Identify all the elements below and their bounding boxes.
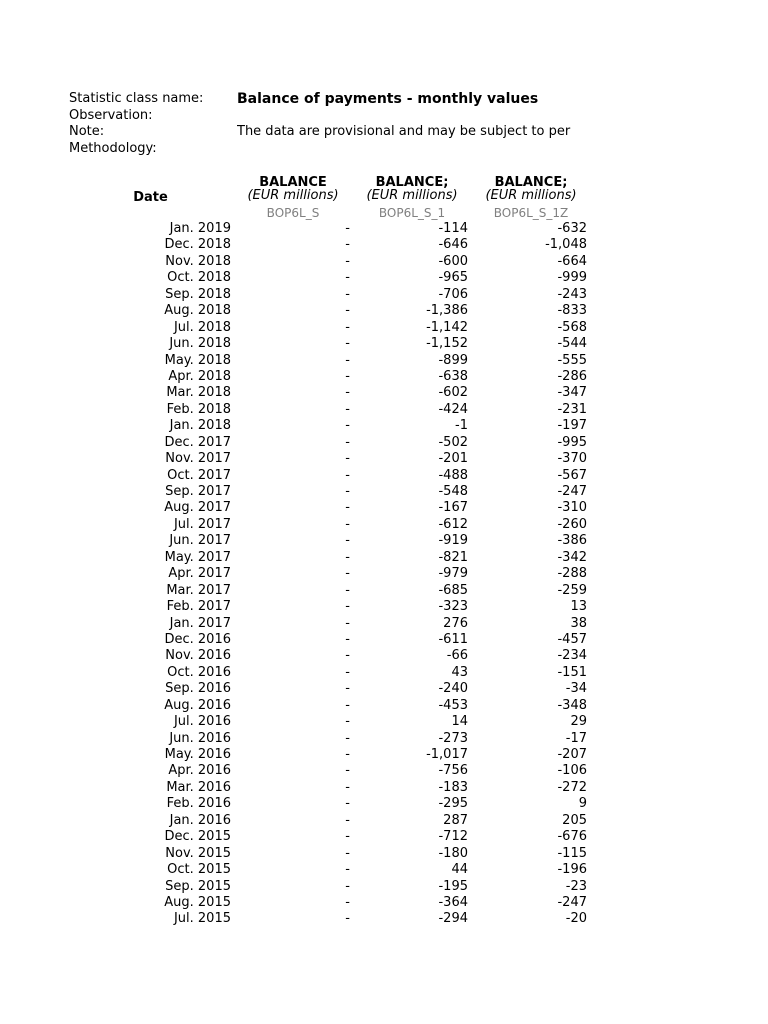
bop6l-s-cell: - <box>345 599 350 615</box>
bop6l-s-1-cell: -612 <box>438 516 468 532</box>
bop6l-s-cell: - <box>345 829 350 845</box>
bop6l-s-1z-cell: -555 <box>557 352 587 368</box>
table-row <box>0 648 768 664</box>
bop6l-s-1z-cell: -260 <box>557 516 587 532</box>
table-row <box>0 484 768 500</box>
date-cell: Aug. 2016 <box>164 697 231 713</box>
bop6l-s-cell: - <box>345 747 350 762</box>
bop6l-s-1-cell: -1,142 <box>426 319 468 335</box>
column-code: BOP6L_S_1Z <box>493 206 569 220</box>
bop6l-s-1-cell: 43 <box>451 664 468 680</box>
bop6l-s-cell: - <box>345 648 350 664</box>
date-cell: Dec. 2015 <box>164 829 231 845</box>
bop6l-s-1-cell: -240 <box>438 681 468 697</box>
date-cell: May. 2018 <box>164 352 231 368</box>
bop6l-s-1z-cell: -234 <box>557 648 587 664</box>
date-cell: Mar. 2018 <box>166 385 231 401</box>
bop6l-s-1z-cell: -151 <box>557 664 587 680</box>
bop6l-s-cell: - <box>345 862 350 878</box>
methodology-row <box>69 141 759 158</box>
table-row <box>0 500 768 516</box>
date-cell: Nov. 2018 <box>165 253 231 269</box>
bop6l-s-1z-cell: 205 <box>562 812 587 828</box>
bop6l-s-1z-cell: -676 <box>557 829 587 845</box>
bop6l-s-1-cell: -488 <box>438 467 468 483</box>
bop6l-s-cell: - <box>345 796 350 812</box>
date-cell: Sep. 2015 <box>165 878 231 894</box>
date-cell: Oct. 2016 <box>167 664 231 680</box>
table-row <box>0 533 768 549</box>
column-header-bop6l-s-1z <box>475 176 587 221</box>
bop6l-s-cell: - <box>345 631 350 647</box>
note-value: The data are provisional and may be subject to per <box>237 124 571 139</box>
table-row <box>0 796 768 812</box>
bop6l-s-cell: - <box>345 484 350 499</box>
bop6l-s-1-cell: -1,017 <box>426 747 468 762</box>
bop6l-s-cell: - <box>345 664 350 680</box>
bop6l-s-1-cell: -66 <box>446 648 468 664</box>
bop6l-s-1-cell: -201 <box>438 451 468 467</box>
bop6l-s-1-cell: -706 <box>438 286 468 302</box>
date-cell: Dec. 2017 <box>164 434 231 450</box>
bop6l-s-1-cell: -323 <box>438 599 468 615</box>
date-cell: Oct. 2017 <box>167 467 231 483</box>
column-code: BOP6L_S <box>266 206 320 220</box>
bop6l-s-1z-cell: -370 <box>557 451 587 467</box>
date-cell: Jul. 2016 <box>173 714 231 730</box>
date-cell: Dec. 2016 <box>164 631 231 647</box>
date-cell: Oct. 2015 <box>167 862 231 878</box>
bop6l-s-1-cell: -180 <box>438 845 468 861</box>
observation-label: Observation: <box>69 107 153 123</box>
date-cell: Sep. 2017 <box>165 484 231 499</box>
bop6l-s-cell: - <box>345 911 350 927</box>
column-name: BALANCE; <box>494 175 568 190</box>
date-cell: Aug. 2018 <box>164 303 231 319</box>
table-row <box>0 911 768 927</box>
bop6l-s-1z-cell: 9 <box>578 796 587 812</box>
bop6l-s-1z-cell: -106 <box>557 763 587 779</box>
bop6l-s-cell: - <box>345 500 350 516</box>
bop6l-s-cell: - <box>345 697 350 713</box>
bop6l-s-1z-cell: -34 <box>565 681 587 697</box>
bop6l-s-cell: - <box>345 730 350 746</box>
table-row <box>0 418 768 434</box>
bop6l-s-cell: - <box>345 763 350 779</box>
table-row <box>0 583 768 599</box>
date-cell: Jan. 2016 <box>169 812 231 828</box>
statistic-class-value: Balance of payments - monthly values <box>237 91 539 107</box>
metadata-block <box>69 91 759 157</box>
date-cell: Jan. 2018 <box>169 418 231 434</box>
date-cell: Nov. 2016 <box>165 648 231 664</box>
column-name: BALANCE <box>259 175 327 190</box>
statistic-class-label: Statistic class name: <box>69 91 204 106</box>
date-cell: Oct. 2018 <box>167 270 231 286</box>
table-row <box>0 895 768 911</box>
bop6l-s-1-cell: -712 <box>438 829 468 845</box>
bop6l-s-1-cell: -195 <box>438 878 468 894</box>
table-header <box>0 176 768 220</box>
table-row <box>0 829 768 845</box>
bop6l-s-1-cell: -1,152 <box>426 336 468 352</box>
table-row <box>0 714 768 730</box>
bop6l-s-1-cell: -685 <box>438 582 468 598</box>
column-unit: (EUR millions) <box>485 188 577 203</box>
bop6l-s-1-cell: -453 <box>438 697 468 713</box>
table-row <box>0 451 768 467</box>
table-row <box>0 813 768 829</box>
statistic-class-row <box>69 91 759 108</box>
bop6l-s-cell: - <box>345 237 350 253</box>
bop6l-s-1z-cell: -196 <box>557 862 587 878</box>
bop6l-s-1-cell: 287 <box>443 812 468 828</box>
bop6l-s-cell: - <box>345 845 350 861</box>
bop6l-s-1-cell: 14 <box>451 714 468 730</box>
bop6l-s-1-cell: -273 <box>438 730 468 746</box>
bop6l-s-cell: - <box>345 533 350 549</box>
note-label: Note: <box>69 124 105 139</box>
bop6l-s-cell: - <box>345 336 350 352</box>
bop6l-s-1z-cell: -231 <box>557 401 587 417</box>
column-header-bop6l-s-1 <box>358 176 466 221</box>
date-cell: Feb. 2016 <box>166 796 231 812</box>
date-cell: Jan. 2019 <box>169 221 231 236</box>
bop6l-s-1-cell: -295 <box>438 796 468 812</box>
date-cell: Jun. 2018 <box>169 336 231 352</box>
date-cell: Dec. 2018 <box>164 237 231 253</box>
table-body <box>0 221 768 928</box>
bop6l-s-1z-cell: -544 <box>557 336 587 352</box>
bop6l-s-cell: - <box>345 253 350 269</box>
table-row <box>0 221 768 237</box>
bop6l-s-cell: - <box>345 451 350 467</box>
table-row <box>0 320 768 336</box>
bop6l-s-cell: - <box>345 368 350 384</box>
table-row <box>0 303 768 319</box>
bop6l-s-cell: - <box>345 714 350 730</box>
bop6l-s-1-cell: -294 <box>438 911 468 927</box>
observation-row <box>69 108 759 125</box>
bop6l-s-1z-cell: -568 <box>557 319 587 335</box>
bop6l-s-1z-cell: -247 <box>557 894 587 910</box>
bop6l-s-1z-cell: -386 <box>557 533 587 549</box>
date-cell: Mar. 2016 <box>166 779 231 795</box>
date-cell: Apr. 2018 <box>168 368 231 384</box>
table-row <box>0 237 768 253</box>
table-row <box>0 780 768 796</box>
bop6l-s-1-cell: -646 <box>438 237 468 253</box>
bop6l-s-1z-cell: -259 <box>557 582 587 598</box>
bop6l-s-1z-cell: -286 <box>557 368 587 384</box>
bop6l-s-1z-cell: 13 <box>570 599 587 615</box>
column-unit: (EUR millions) <box>366 188 458 203</box>
bop6l-s-cell: - <box>345 779 350 795</box>
date-cell: Sep. 2016 <box>165 681 231 697</box>
bop6l-s-1z-cell: -310 <box>557 500 587 516</box>
bop6l-s-1-cell: -364 <box>438 894 468 910</box>
bop6l-s-cell: - <box>345 319 350 335</box>
bop6l-s-1-cell: -1,386 <box>426 303 468 319</box>
bop6l-s-cell: - <box>345 401 350 417</box>
bop6l-s-1z-cell: -348 <box>557 697 587 713</box>
bop6l-s-1z-cell: 29 <box>570 714 587 730</box>
table-row <box>0 731 768 747</box>
bop6l-s-1-cell: 276 <box>443 615 468 631</box>
bop6l-s-cell: - <box>345 418 350 434</box>
table-row <box>0 287 768 303</box>
table-row <box>0 698 768 714</box>
bop6l-s-1z-cell: -243 <box>557 286 587 302</box>
bop6l-s-1-cell: -965 <box>438 270 468 286</box>
table-row <box>0 681 768 697</box>
date-cell: May. 2017 <box>164 549 231 565</box>
bop6l-s-1z-cell: -20 <box>565 911 587 927</box>
bop6l-s-1-cell: -502 <box>438 434 468 450</box>
table-row <box>0 517 768 533</box>
table-row <box>0 665 768 681</box>
table-row <box>0 550 768 566</box>
bop6l-s-cell: - <box>345 516 350 532</box>
date-cell: Nov. 2017 <box>165 451 231 467</box>
date-cell: Feb. 2017 <box>166 599 231 615</box>
bop6l-s-1z-cell: -567 <box>557 467 587 483</box>
bop6l-s-1-cell: -638 <box>438 368 468 384</box>
bop6l-s-1z-cell: -347 <box>557 385 587 401</box>
bop6l-s-cell: - <box>345 681 350 697</box>
bop6l-s-1-cell: -919 <box>438 533 468 549</box>
bop6l-s-cell: - <box>345 385 350 401</box>
table-row <box>0 385 768 401</box>
bop6l-s-cell: - <box>345 303 350 319</box>
note-row <box>69 124 759 141</box>
bop6l-s-1-cell: -756 <box>438 763 468 779</box>
bop6l-s-cell: - <box>345 270 350 286</box>
table-row <box>0 369 768 385</box>
date-cell: Jun. 2017 <box>169 533 231 549</box>
bop6l-s-1z-cell: -272 <box>557 779 587 795</box>
bop6l-s-1-cell: -167 <box>438 500 468 516</box>
column-header-bop6l-s <box>230 176 356 221</box>
bop6l-s-1z-cell: -342 <box>557 549 587 565</box>
date-cell: Feb. 2018 <box>166 401 231 417</box>
methodology-label: Methodology: <box>69 140 157 156</box>
bop6l-s-cell: - <box>345 582 350 598</box>
date-cell: Jul. 2018 <box>173 319 231 335</box>
bop6l-s-cell: - <box>345 812 350 828</box>
date-cell: May. 2016 <box>164 747 231 762</box>
bop6l-s-cell: - <box>345 878 350 894</box>
date-cell: Jan. 2017 <box>169 615 231 631</box>
bop6l-s-1z-cell: -17 <box>565 730 587 746</box>
table-row <box>0 468 768 484</box>
column-name: BALANCE; <box>375 175 449 190</box>
column-unit: (EUR millions) <box>247 188 339 203</box>
bop6l-s-1z-cell: -457 <box>557 631 587 647</box>
date-cell: Jul. 2015 <box>173 911 231 927</box>
table-row <box>0 270 768 286</box>
date-cell: Jul. 2017 <box>173 516 231 532</box>
date-cell: Jun. 2016 <box>169 730 231 746</box>
bop6l-s-1z-cell: -288 <box>557 566 587 582</box>
bop6l-s-1-cell: -183 <box>438 779 468 795</box>
bop6l-s-1-cell: -424 <box>438 401 468 417</box>
date-cell: Aug. 2015 <box>164 894 231 910</box>
bop6l-s-cell: - <box>345 221 350 236</box>
bop6l-s-1-cell: -114 <box>438 221 468 236</box>
date-cell: Apr. 2017 <box>168 566 231 582</box>
table-row <box>0 599 768 615</box>
table-row <box>0 747 768 763</box>
table-row <box>0 336 768 352</box>
table-row <box>0 402 768 418</box>
table-row <box>0 254 768 270</box>
bop6l-s-1-cell: -611 <box>438 631 468 647</box>
table-row <box>0 763 768 779</box>
bop6l-s-1-cell: 44 <box>451 862 468 878</box>
table-row <box>0 435 768 451</box>
table-row <box>0 879 768 895</box>
bop6l-s-cell: - <box>345 566 350 582</box>
bop6l-s-1-cell: -979 <box>438 566 468 582</box>
bop6l-s-cell: - <box>345 894 350 910</box>
table-row <box>0 353 768 369</box>
bop6l-s-1-cell: -602 <box>438 385 468 401</box>
date-cell: Sep. 2018 <box>165 286 231 302</box>
bop6l-s-1z-cell: -664 <box>557 253 587 269</box>
column-code: BOP6L_S_1 <box>378 206 446 220</box>
date-cell: Aug. 2017 <box>164 500 231 516</box>
bop6l-s-cell: - <box>345 615 350 631</box>
bop6l-s-cell: - <box>345 467 350 483</box>
bop6l-s-1-cell: -548 <box>438 484 468 499</box>
date-cell: Apr. 2016 <box>168 763 231 779</box>
bop6l-s-1z-cell: -197 <box>557 418 587 434</box>
bop6l-s-1z-cell: 38 <box>570 615 587 631</box>
bop6l-s-1z-cell: -1,048 <box>545 237 587 253</box>
bop6l-s-cell: - <box>345 549 350 565</box>
bop6l-s-1z-cell: -23 <box>565 878 587 894</box>
table-row <box>0 846 768 862</box>
table-row <box>0 616 768 632</box>
bop6l-s-1z-cell: -207 <box>557 747 587 762</box>
bop6l-s-1z-cell: -632 <box>557 221 587 236</box>
table-row <box>0 632 768 648</box>
bop6l-s-cell: - <box>345 434 350 450</box>
bop6l-s-1z-cell: -999 <box>557 270 587 286</box>
bop6l-s-1z-cell: -115 <box>557 845 587 861</box>
table-row <box>0 566 768 582</box>
bop6l-s-1z-cell: -833 <box>557 303 587 319</box>
bop6l-s-1z-cell: -995 <box>557 434 587 450</box>
bop6l-s-1z-cell: -247 <box>557 484 587 499</box>
date-cell: Mar. 2017 <box>166 582 231 598</box>
table-row <box>0 862 768 878</box>
bop6l-s-1-cell: -1 <box>455 418 468 434</box>
bop6l-s-1-cell: -821 <box>438 549 468 565</box>
date-cell: Nov. 2015 <box>165 845 231 861</box>
bop6l-s-1-cell: -899 <box>438 352 468 368</box>
bop6l-s-1-cell: -600 <box>438 253 468 269</box>
bop6l-s-cell: - <box>345 352 350 368</box>
date-column-header: Date <box>133 190 168 205</box>
bop6l-s-cell: - <box>345 286 350 302</box>
